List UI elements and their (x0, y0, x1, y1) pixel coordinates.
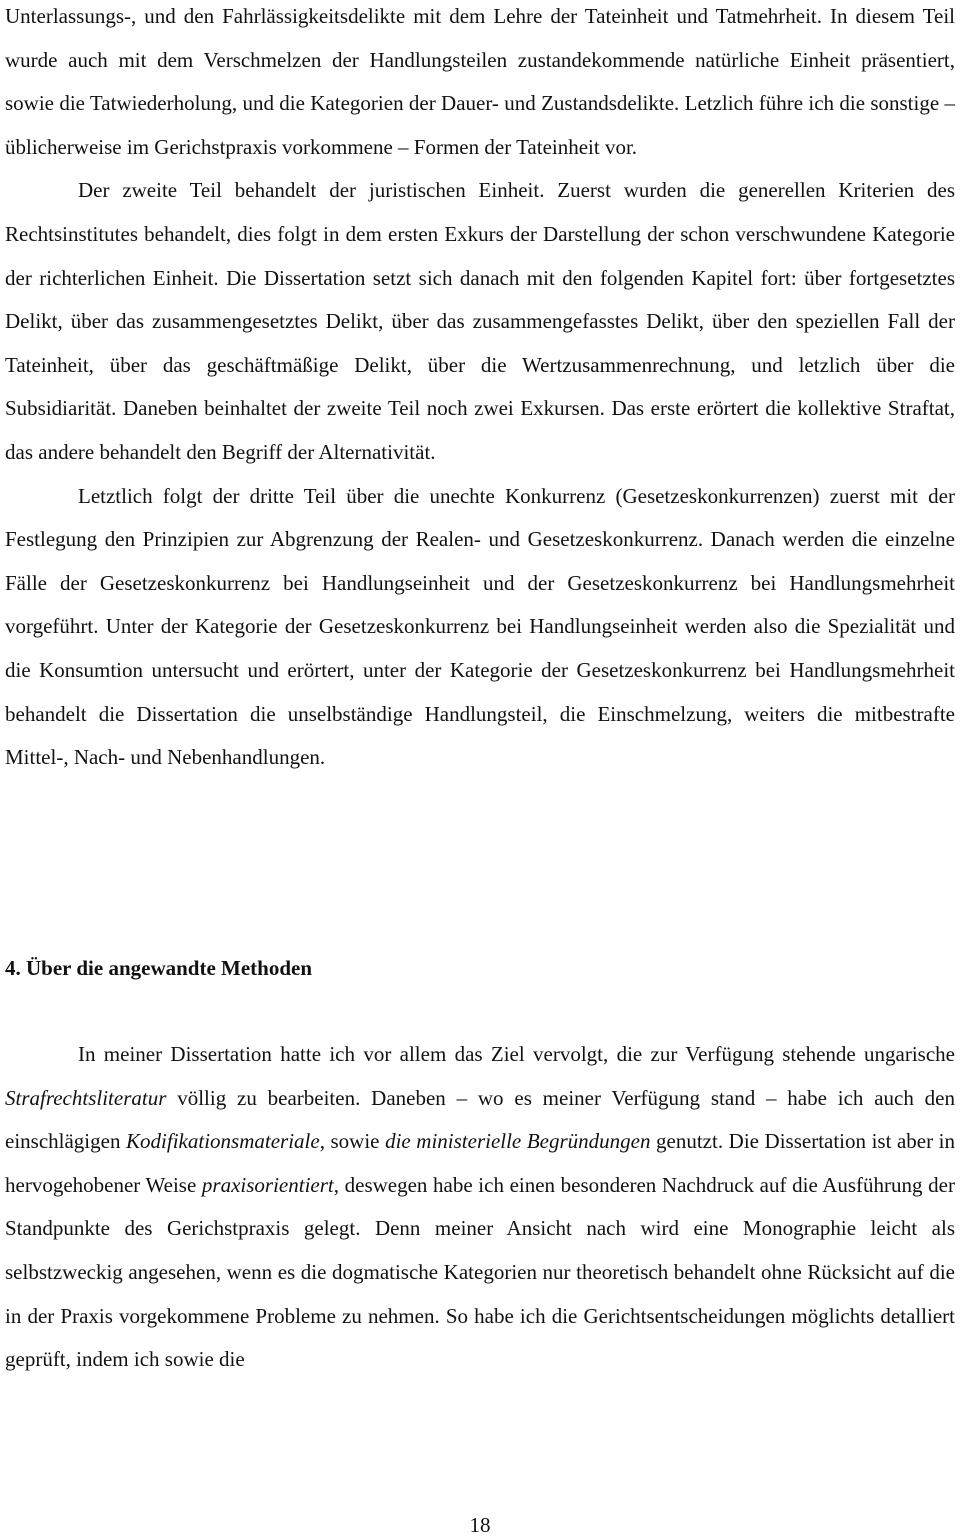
paragraph-methods (5, 1033, 955, 1382)
paragraph-text: genutzt. Die Dissertation ist aber in hervogehobener Weise (5, 1129, 956, 1197)
italic-term: praxisorientiert (201, 1172, 334, 1197)
paragraph-first-part-summary (5, 0, 955, 169)
paragraph-text: , deswegen habe ich einen besonderen Nachdruck auf die Ausführung der Standpunkte des Gerichstpraxis gelegt. Denn meiner Ansicht nach wird eine Monographie leicht als selbstzweckig angesehen, wenn es die dogmatische Kategorien nur theoretisch behandelt ohne Rücksicht auf die in der Praxis vorgekommene Probleme zu nehmen. So habe ich die Gerichtsentscheidungen möglichts detalliert geprüft, indem ich sowie die (5, 1172, 955, 1372)
paragraph-text: , sowie (319, 1129, 386, 1154)
section-heading: 4. Über die angewandte Methoden (5, 956, 313, 980)
italic-term: die ministerielle Begründungen (385, 1129, 651, 1154)
section-methods (5, 1033, 955, 1382)
section-parts-overview (5, 0, 955, 780)
paragraph-text: Unterlassungs-, und den Fahrlässigkeitsdelikte mit dem Lehre der Tateinheit und Tatmehrheit. In diesem Teil wurde auch mit dem Verschmelzen der Handlungsteilen zustandekommende natürliche Einheit präsentiert, sowie die Tatwiederholung, und die Kategorien der Dauer- und Zustandsdelikte. Letzlich führe ich die sonstige – üblicherweise im Gerichstpraxis vorkommene – Formen der Tateinheit vor. (5, 4, 955, 159)
paragraph-text: Letztlich folgt der dritte Teil über die unechte Konkurrenz (Gesetzeskonkurrenzen) zuerst mit der Festlegung den Prinzipien zur Abgrenzung der Realen- und Gesetzeskonkurrenz. Danach werden die einzelne Fälle der Gesetzeskonkurrenz bei Handlungseinheit und der Gesetzeskonkurrenz bei Handlungsmehrheit vorgeführt. Unter der Kategorie der Gesetzeskonkurrenz bei Handlungseinheit werden also die Spezialität und die Konsumtion untersucht und erörtert, unter der Kategorie der Gesetzeskonkurrenz bei Handlungsmehrheit behandelt die Dissertation die unselbständige Handlungsteil, die Einschmelzung, weiters die mitbestrafte Mittel-, Nach- und Nebenhandlungen. (5, 483, 955, 770)
paragraph-third-part-summary (5, 475, 955, 780)
paragraph-second-part-summary (5, 169, 955, 474)
paragraph-text: Der zweite Teil behandelt der juristischen Einheit. Zuerst wurden die generellen Kriterien des Rechtsinstitutes behandelt, dies folgt in dem ersten Exkurs der Darstellung der schon verschwundene Kategorie der richterlichen Einheit. Die Dissertation setzt sich danach mit den folgenden Kapitel fort: über fortgesetztes Delikt, über das zusammengesetztes Delikt, über das zusammengefasstes Delikt, über den speziellen Fall der Tateinheit, über das geschäftmäßige Delikt, über die Wertzusammenrechnung, und letzlich über die Subsidiarität. Daneben beinhaltet der zweite Teil noch zwei Exkursen. Das erste erörtert die kollektive Straftat, das andere behandelt den Begriff der Alternativität. (5, 178, 955, 464)
italic-term: Kodifikationsmateriale (126, 1129, 320, 1154)
page-number: 18 (469, 1513, 491, 1537)
paragraph-text: völlig zu bearbeiten. Daneben – wo es meiner Verfügung stand – habe ich auch den einschlägigen (5, 1085, 955, 1154)
italic-term: Strafrechtsliteratur (5, 1085, 167, 1110)
paragraph-text: In meiner Dissertation hatte ich vor allem das Ziel vervolgt, die zur Verfügung stehende ungarische (78, 1042, 955, 1066)
